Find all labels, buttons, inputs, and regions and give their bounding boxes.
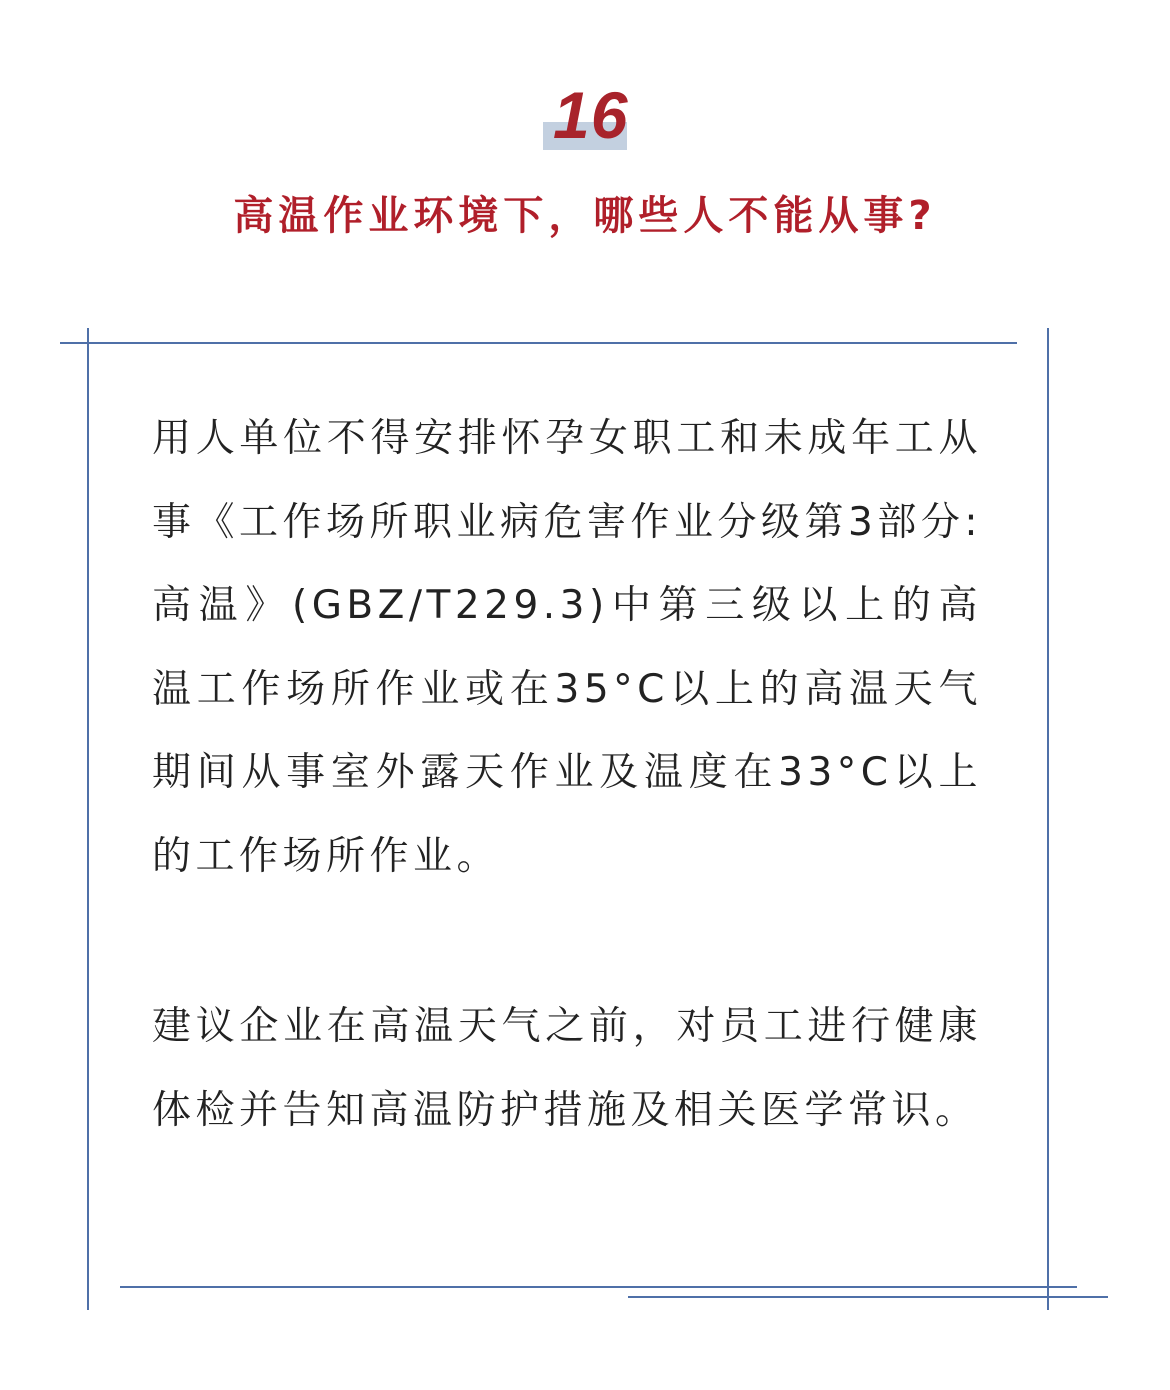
frame-left-line: [87, 328, 89, 1310]
frame-top-line: [60, 342, 1017, 344]
item-number-badge: [543, 78, 633, 152]
frame-bottom-offset-line: [628, 1296, 1108, 1298]
item-number: 16: [553, 78, 629, 152]
question-title: 高温作业环境下，哪些人不能从事?: [233, 193, 937, 239]
frame-right-line: [1047, 328, 1049, 1310]
paragraph-restrictions: 用人单位不得安排怀孕女职工和未成年工从事《工作场所职业病危害作业分级第3部分:高温》(GBZ/T229.3)中第三级以上的高温工作场所作业或在35°C以上的高温天气期间从事室外露天作业及温度在33°C以上的工作场所作业。: [152, 416, 982, 879]
paragraph-recommendation: 建议企业在高温天气之前，对员工进行健康体检并告知高温防护措施及相关医学常识。: [152, 1004, 982, 1133]
frame-bottom-line: [120, 1286, 1077, 1288]
